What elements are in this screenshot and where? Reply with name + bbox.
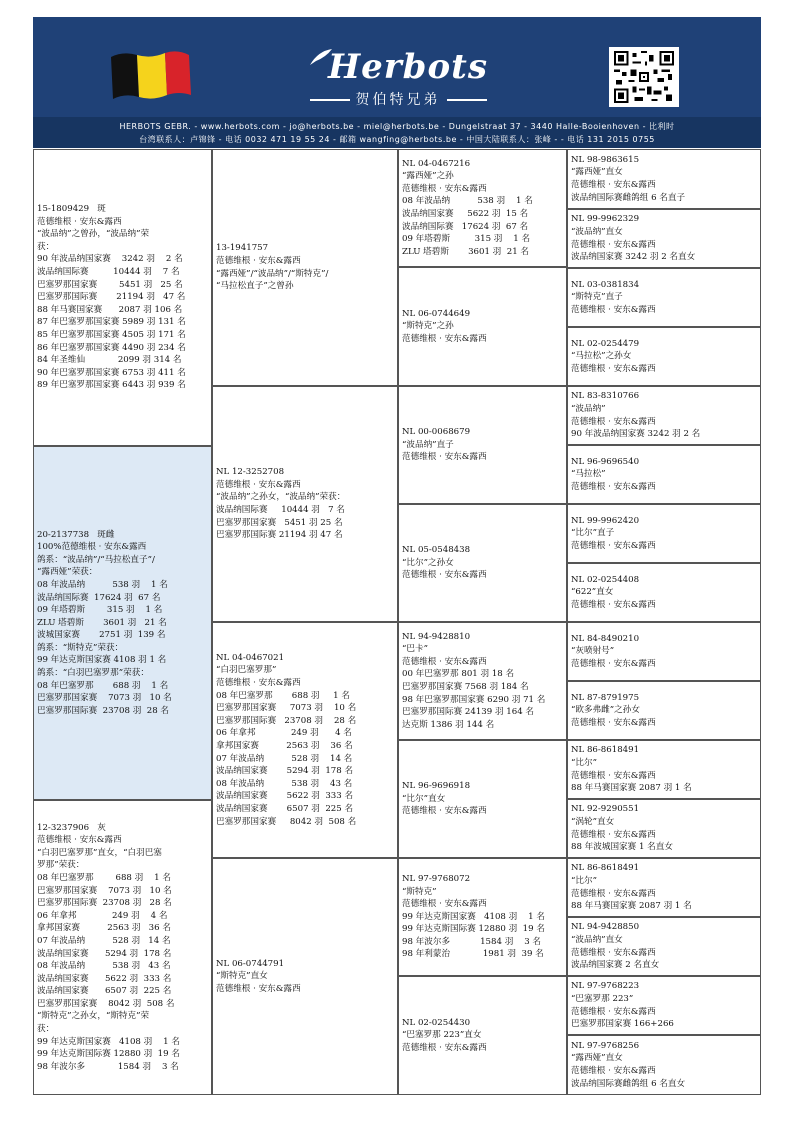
pedigree-line: 99 年达克斯国际赛 12880 羽 19 名 xyxy=(402,924,545,935)
ring-number: NL 87-8791975 xyxy=(571,692,640,703)
pedigree-line: 范德维根 · 安东&露西 xyxy=(402,806,487,817)
pedigree-gen4-2 xyxy=(567,209,761,268)
pedigree-line: 巴塞罗那国际赛 23708 羽 28 名 xyxy=(216,715,357,726)
pedigree-line: 获： xyxy=(37,1024,55,1035)
ring-number: NL 02-0254479 xyxy=(571,338,640,349)
pedigree-gen4-13 xyxy=(567,858,761,917)
pedigree-line: “马拉松”之孙女 xyxy=(571,351,632,362)
pedigree-subject xyxy=(33,149,212,446)
pedigree-line: 巴塞罗那国家赛 8042 羽 508 名 xyxy=(37,998,175,1009)
pedigree-line: “比尔” xyxy=(571,875,597,886)
ring-number: NL 00-0068679 xyxy=(402,427,471,438)
ring-number: NL 04-0467216 xyxy=(402,158,471,169)
ring-number: NL 04-0467021 xyxy=(216,652,285,663)
pedigree-line: 99 年达克斯国家赛 4108 羽 1 名 xyxy=(402,911,545,922)
ring-number: NL 12-3252708 xyxy=(216,467,285,478)
pedigree-gen3-f xyxy=(398,740,567,858)
pedigree-line: 巴塞罗那国际赛 23708 羽 28 名 xyxy=(37,898,172,909)
pedigree-line: 84 年圣维仙 2099 羽 314 名 xyxy=(37,355,182,366)
subtitle-text: 贺伯特兄弟 xyxy=(355,92,441,108)
pedigree-line: 99 年达克斯国际赛 12880 羽 19 名 xyxy=(37,1049,180,1060)
pedigree-line: “露西娅”直女 xyxy=(571,167,623,178)
pedigree-line: 范德维根 · 安东&露西 xyxy=(571,239,656,250)
pedigree-line: “巴卡” xyxy=(402,644,428,655)
ring-number: NL 97-9768223 xyxy=(571,981,640,992)
pedigree-line: 波品纳国际赛 17624 羽 67 名 xyxy=(402,221,529,232)
pedigree-gen4-1 xyxy=(567,149,761,209)
pedigree-line: 范德维根 · 安东&露西 xyxy=(571,829,656,840)
pedigree-line: 88 年马赛国家赛 2087 羽 106 名 xyxy=(37,304,183,315)
ring-number: NL 06-0744791 xyxy=(216,958,285,969)
pedigree-line: 波品纳国家赛 5294 羽 178 名 xyxy=(216,766,354,777)
pedigree-line: 98 年波尔多 1584 羽 3 名 xyxy=(402,936,542,947)
pedigree-sire xyxy=(33,446,212,800)
ring-number: NL 02-0254430 xyxy=(402,1017,471,1028)
brand-logo xyxy=(283,47,513,87)
pedigree-line: 08 年波品纳 538 羽 1 名 xyxy=(37,579,168,590)
pedigree-line: 波品纳国家赛 5622 羽 15 名 xyxy=(402,209,529,219)
pedigree-line: 范德维根 · 安东&露西 xyxy=(571,180,656,190)
pedigree-line: 09 年塔碧斯 315 羽 1 名 xyxy=(37,605,163,616)
divider xyxy=(310,99,350,101)
pedigree-line: 08 年巴塞罗那 688 羽 1 名 xyxy=(37,680,169,691)
qr-code xyxy=(609,47,679,107)
pedigree-gen4-10 xyxy=(567,681,761,740)
pedigree-line: 巴塞罗那国家赛 166+266 xyxy=(571,1019,674,1030)
pedigree-line: 范德维根 · 安东&露西 xyxy=(571,1006,656,1017)
pedigree-line: 巴塞罗那国家赛 8042 羽 508 名 xyxy=(216,816,357,827)
pedigree-line: 范德维根 · 安东&露西 xyxy=(571,1066,656,1076)
ring-number: NL 99-9962329 xyxy=(571,214,640,225)
pedigree-line: “露西娅”/“波品纳”/“斯特克”/ xyxy=(216,268,329,279)
pedigree-line: 巴塞罗那国际赛 24139 羽 164 名 xyxy=(402,707,535,718)
pedigree-line: 达克斯 1386 羽 144 名 xyxy=(402,719,495,730)
pedigree-gen4-6 xyxy=(567,445,761,504)
pedigree-line: 范德维根 · 安东&露西 xyxy=(571,599,656,610)
pedigree-line: 获： xyxy=(37,241,55,252)
header-banner xyxy=(33,17,761,148)
pedigree-line: 88 年马赛国家赛 2087 羽 1 名 xyxy=(571,783,692,794)
pedigree-gen4-4 xyxy=(567,327,761,386)
pedigree-line: 范德维根 · 安东&露西 xyxy=(571,658,656,669)
pedigree-line: 88 年波城国家赛 1 名直女 xyxy=(571,842,673,853)
pedigree-line: “斯特克”之孙女，“斯特克”荣 xyxy=(37,1011,150,1022)
pedigree-line: 98 年巴塞罗那国家赛 6290 羽 71 名 xyxy=(402,694,546,705)
pedigree-line: 鸽系：“波品纳”/“马拉松直子”/ xyxy=(37,554,155,565)
pedigree-line: “比尔”直女 xyxy=(402,793,446,804)
pedigree-line: 99 年达克斯国家赛 4108 羽 1 名 xyxy=(37,655,167,666)
pedigree-line: 范德维根 · 安东&露西 xyxy=(402,656,487,667)
pedigree-line: 巴塞罗那国家赛 7073 羽 10 名 xyxy=(37,693,172,704)
pedigree-line: “波品纳”之孙女，“波品纳”荣获： xyxy=(216,492,346,503)
pedigree-line: “白羽巴塞罗那” xyxy=(216,665,277,676)
pedigree-line: 06 年拿邦 249 羽 4 名 xyxy=(37,910,168,921)
pedigree-line: 范德维根 · 安东&露西 xyxy=(402,1042,487,1053)
pedigree-line: 范德维根 · 安东&露西 xyxy=(571,416,656,427)
pedigree-line: 范德维根 · 安东&露西 xyxy=(402,452,487,463)
pedigree-line: ZLU 塔碧斯 3601 羽 21 名 xyxy=(402,246,530,257)
pedigree-line: 90 年巴塞罗那国家赛 6753 羽 411 名 xyxy=(37,367,186,378)
pedigree-line: 波品纳国际赛雌鸽组 6 名直子 xyxy=(571,192,686,203)
ring-number: NL 97-9768072 xyxy=(402,873,471,884)
pedigree-gen3-g xyxy=(398,858,567,976)
belgium-flag-icon xyxy=(109,49,193,101)
ring-number: 13-1941757 xyxy=(216,243,269,254)
pedigree-line: “波品纳” xyxy=(571,403,606,414)
pedigree-line: “622”直女 xyxy=(571,587,614,598)
pedigree-line: 巴塞罗那国家赛 7073 羽 10 名 xyxy=(37,885,172,896)
pedigree-line: 巴塞罗那国际赛 21194 羽 47 名 xyxy=(216,530,343,541)
pedigree-gen4-9 xyxy=(567,622,761,681)
pedigree-line: 鸽系：“斯特克”荣获： xyxy=(37,642,124,653)
pedigree-gen3-b xyxy=(398,267,567,386)
pedigree-line: 波城国家赛 2751 羽 139 名 xyxy=(37,630,166,641)
pedigree-line: 范德维根 · 安东&露西 xyxy=(216,983,301,994)
pedigree-line: 88 年马赛国家赛 2087 羽 1 名 xyxy=(571,901,692,912)
pedigree-line: “露西娅”直女 xyxy=(571,1053,623,1064)
pedigree-line: “巴塞罗那 223”直女 xyxy=(402,1030,482,1041)
pedigree-line: “比尔”之孙女 xyxy=(402,557,454,568)
pedigree-line: 波品纳国家赛 6507 羽 225 名 xyxy=(216,803,354,814)
pedigree-line: 巴塞罗那国家赛 5451 羽 25 名 xyxy=(37,279,183,290)
pedigree-line: 范德维根 · 安东&露西 xyxy=(402,183,487,194)
pedigree-line: 波品纳国际赛 10444 羽 7 名 xyxy=(37,267,180,278)
ring-number: NL 05-0548438 xyxy=(402,545,471,556)
pedigree-line: 09 年塔碧斯 315 羽 1 名 xyxy=(402,234,531,245)
pedigree-line: 08 年巴塞罗那 688 羽 1 名 xyxy=(37,872,171,883)
pedigree-gen4-14 xyxy=(567,917,761,976)
ring-number: NL 86-8618491 xyxy=(571,863,640,874)
pedigree-line: 范德维根 · 安东&露西 xyxy=(571,363,656,374)
ring-number: NL 86-8618491 xyxy=(571,745,640,756)
pedigree-line: ZLU 塔碧斯 3601 羽 21 名 xyxy=(37,617,167,628)
pedigree-line: “马拉松” xyxy=(571,469,606,480)
pedigree-gen4-7 xyxy=(567,504,761,563)
pedigree-line: 范德维根 · 安东&露西 xyxy=(37,216,122,227)
pedigree-line: “斯特克”直女 xyxy=(216,971,268,982)
pedigree-gen3-h xyxy=(398,976,567,1095)
pedigree-line: 波品纳国家赛 6507 羽 225 名 xyxy=(37,986,172,997)
pedigree-line: 06 年拿邦 249 羽 4 名 xyxy=(216,728,352,739)
ring-number: NL 92-9290551 xyxy=(571,804,640,815)
ring-number: 20-2137738 斑雌 xyxy=(37,529,115,540)
pedigree-gen2-a xyxy=(212,149,398,386)
pedigree-line: 巴塞罗那国家赛 5451 羽 25 名 xyxy=(216,517,343,528)
qr-code-icon xyxy=(613,51,675,103)
pedigree-line: 08 年波品纳 538 羽 1 名 xyxy=(402,196,533,207)
pedigree-gen4-5 xyxy=(567,386,761,445)
pedigree-line: 85 年巴塞罗那国家赛 4505 羽 171 名 xyxy=(37,329,186,340)
pedigree-gen2-d xyxy=(212,858,398,1095)
pedigree-line: 08 年波品纳 538 羽 43 名 xyxy=(37,961,171,972)
pedigree-line: 波品纳国家赛 5622 羽 333 名 xyxy=(37,973,172,984)
pedigree-line: 波品纳国际赛 10444 羽 7 名 xyxy=(216,505,345,515)
ring-number: NL 02-0254408 xyxy=(571,574,640,585)
contact-line-2: 台湾联系人：卢锦锋 - 电话 0032 471 19 55 24 - 邮箱 wangfing@herbots.be - 中国大陆联系人：张峰 - - 电话 131 2015 0755 xyxy=(139,135,655,144)
pedigree-line: 范德维根 · 安东&露西 xyxy=(571,888,656,899)
ring-number: NL 83-8310766 xyxy=(571,391,640,402)
ring-number: 12-3237906 灰 xyxy=(37,822,106,833)
pedigree-line: 波品纳国家赛 5622 羽 333 名 xyxy=(216,791,354,802)
pedigree-line: “斯特克”之孙 xyxy=(402,321,454,332)
pedigree-line: 范德维根 · 安东&露西 xyxy=(216,255,301,266)
ring-number: NL 98-9863615 xyxy=(571,154,640,165)
pedigree-line: 波品纳国际赛雌鸽组 6 名直女 xyxy=(571,1078,686,1089)
pedigree-line: 拿邦国家赛 2563 羽 36 名 xyxy=(216,741,353,751)
ring-number: NL 06-0744649 xyxy=(402,308,471,319)
pedigree-gen3-c xyxy=(398,386,567,504)
pedigree-line: 波品纳国家赛 2 名直女 xyxy=(571,960,660,971)
pedigree-line: 范德维根 · 安东&露西 xyxy=(571,540,656,551)
ring-number: 15-1809429 斑 xyxy=(37,204,106,215)
pedigree-line: 86 年巴塞罗那国家赛 4490 羽 234 名 xyxy=(37,342,186,353)
pedigree-line: “斯特克”直子 xyxy=(571,292,623,303)
pedigree-line: 巴塞罗那国际赛 21194 羽 47 名 xyxy=(37,292,186,303)
ring-number: NL 99-9962420 xyxy=(571,515,640,526)
pedigree-line: 00 年巴塞罗那 801 羽 18 名 xyxy=(402,669,515,680)
pedigree-gen4-16 xyxy=(567,1035,761,1095)
ring-number: NL 94-9428850 xyxy=(571,922,640,933)
pedigree-line: 08 年波品纳 538 羽 43 名 xyxy=(216,778,353,789)
pedigree-line: “波品纳”之曾孙，“波品纳”荣 xyxy=(37,229,150,240)
pedigree-line: “斯特克” xyxy=(402,886,437,897)
pedigree-line: 07 年波品纳 528 羽 14 名 xyxy=(37,935,171,946)
ring-number: NL 96-9696540 xyxy=(571,456,640,467)
pedigree-line: “波品纳”直女 xyxy=(571,226,623,237)
pedigree-line: “马拉松直子”之曾孙 xyxy=(216,281,294,292)
pedigree-gen2-b xyxy=(212,386,398,622)
pedigree-line: 07 年波品纳 528 羽 14 名 xyxy=(216,753,353,764)
ring-number: NL 96-9696918 xyxy=(402,781,471,792)
pedigree-line: 范德维根 · 安东&露西 xyxy=(571,947,656,958)
pedigree-line: “波品纳”直女 xyxy=(571,934,623,945)
pedigree-line: 巴塞罗那国家赛 7073 羽 10 名 xyxy=(216,703,357,714)
logo-text: Herbots xyxy=(328,47,488,87)
pedigree-dam xyxy=(33,800,212,1095)
pedigree-gen2-c xyxy=(212,622,398,858)
pedigree-chart xyxy=(33,149,761,1095)
ring-number: NL 94-9428810 xyxy=(402,631,471,642)
pedigree-line: “涡轮”直女 xyxy=(571,816,615,827)
pedigree-line: 范德维根 · 安东&露西 xyxy=(571,770,656,781)
pedigree-line: 范德维根 · 安东&露西 xyxy=(402,899,487,910)
pedigree-gen4-3 xyxy=(567,268,761,327)
pedigree-gen3-a xyxy=(398,149,567,267)
pedigree-line: 范德维根 · 安东&露西 xyxy=(37,835,122,846)
pedigree-gen4-15 xyxy=(567,976,761,1035)
pedigree-gen4-8 xyxy=(567,563,761,622)
pedigree-line: 拿邦国家赛 2563 羽 36 名 xyxy=(37,923,171,934)
pedigree-line: 99 年达克斯国家赛 4108 羽 1 名 xyxy=(37,1036,180,1047)
pedigree-line: 巴塞罗那国家赛 7568 羽 184 名 xyxy=(402,682,529,692)
ring-number: NL 97-9768256 xyxy=(571,1040,640,1051)
pedigree-line: “白羽巴塞罗那”直女，“白羽巴塞 xyxy=(37,847,162,858)
pedigree-line: “露西娅”之孙 xyxy=(402,171,454,182)
pedigree-line: 98 年利蒙治 1981 羽 39 名 xyxy=(402,949,544,960)
pedigree-line: 波品纳国家赛 5294 羽 178 名 xyxy=(37,948,172,959)
pedigree-line: “灰喷射号” xyxy=(571,646,615,657)
pedigree-line: 100%范德维根 · 安东&露西 xyxy=(37,542,147,553)
pedigree-gen3-d xyxy=(398,504,567,622)
pedigree-gen4-11 xyxy=(567,740,761,799)
pedigree-line: 范德维根 · 安东&露西 xyxy=(216,479,301,490)
pedigree-line: 90 年波品纳国家赛 3242 羽 2 名 xyxy=(37,254,183,265)
divider xyxy=(447,99,487,101)
pedigree-line: 87 年巴塞罗那国家赛 5989 羽 131 名 xyxy=(37,317,186,328)
pedigree-line: 90 年波品纳国家赛 3242 羽 2 名 xyxy=(571,429,701,440)
pedigree-gen4-12 xyxy=(567,799,761,858)
pedigree-line: 范德维根 · 安东&露西 xyxy=(571,717,656,728)
ring-number: NL 03-0381834 xyxy=(571,279,640,290)
pedigree-line: 巴塞罗那国际赛 23708 羽 28 名 xyxy=(37,705,170,716)
ring-number: NL 84-8490210 xyxy=(571,633,640,644)
pedigree-line: 范德维根 · 安东&露西 xyxy=(571,481,656,492)
contact-line-1: HERBOTS GEBR. - www.herbots.com - jo@herbots.be - miel@herbots.be - Dungelstraat 37 - 3440 Halle-Booienhoven - 比利时 xyxy=(119,122,675,131)
pedigree-line: 鸽系：“白羽巴塞罗那”荣获： xyxy=(37,668,149,679)
brand-subtitle xyxy=(283,89,513,109)
pedigree-line: “巴塞罗那 223” xyxy=(571,993,634,1004)
pedigree-line: 罗那”荣获： xyxy=(37,860,85,871)
pedigree-line: 08 年巴塞罗那 688 羽 1 名 xyxy=(216,690,350,701)
pedigree-line: “欧多弗雌”之孙女 xyxy=(571,705,640,716)
pedigree-line: “露西娅”荣获： xyxy=(37,567,98,578)
pedigree-line: 89 年巴塞罗那国家赛 6443 羽 939 名 xyxy=(37,380,186,391)
pedigree-line: 范德维根 · 安东&露西 xyxy=(216,678,301,689)
pedigree-line: “比尔” xyxy=(571,757,597,768)
pedigree-line: 98 年波尔多 1584 羽 3 名 xyxy=(37,1061,179,1072)
pedigree-gen3-e xyxy=(398,622,567,740)
pedigree-line: “比尔”直子 xyxy=(571,528,615,539)
pedigree-line: 波品纳国际赛 17624 羽 67 名 xyxy=(37,592,161,603)
pedigree-line: 波品纳国家赛 3242 羽 2 名直女 xyxy=(571,252,696,263)
pedigree-line: 范德维根 · 安东&露西 xyxy=(571,304,656,315)
pedigree-line: 范德维根 · 安东&露西 xyxy=(402,570,487,581)
pedigree-line: 范德维根 · 安东&露西 xyxy=(402,333,487,344)
pedigree-line: “波品纳”直子 xyxy=(402,439,454,450)
